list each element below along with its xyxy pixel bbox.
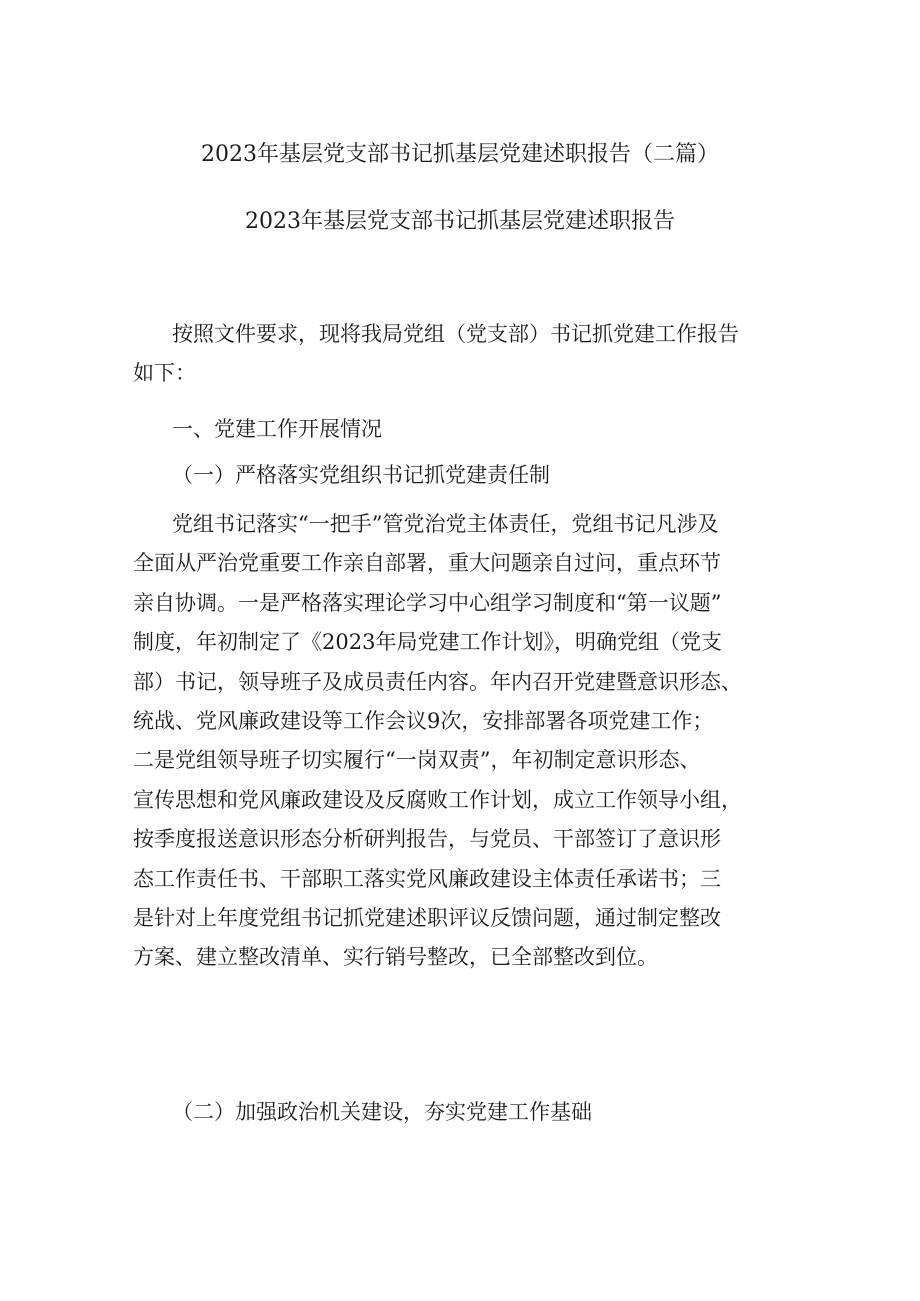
intro-paragraph — [133, 315, 793, 394]
paragraph-line: 全面从严治党重要工作亲自部署，重大问题亲自过问，重点环节 — [133, 551, 721, 576]
paragraph-line: 态工作责任书、干部职工落实党风廉政建设主体责任承诺书；三 — [133, 866, 721, 891]
paragraph-line: 宣传思想和党风廉政建设及反腐败工作计划，成立工作领导小组， — [133, 787, 742, 812]
paragraph-line: 方案、建立整改清单、实行销号整改，已全部整改到位。 — [133, 945, 658, 970]
paragraph-line: 亲自协调。一是严格落实理论学习中心组学习制度和“第一议题” — [133, 590, 722, 615]
document-subtitle: 2023年基层党支部书记抓基层党建述职报告 — [245, 209, 675, 234]
intro-line: 按照文件要求，现将我局党组（党支部）书记抓党建工作报告 — [172, 322, 739, 346]
section-heading-1: 一、党建工作开展情况 — [172, 417, 382, 441]
subsection-heading-1: （一）严格落实党组织书记抓党建责任制 — [172, 463, 550, 487]
paragraph-line: 二是党组领导班子切实履行“一岗双责”，年初制定意识形态、 — [133, 748, 701, 773]
paragraph-line: 统战、党风廉政建设等工作会议9次，安排部署各项党建工作； — [133, 708, 714, 733]
paragraph-line: 党组书记落实“一把手”管党治党主体责任，党组书记凡涉及 — [172, 512, 719, 536]
subsection-1-paragraph — [133, 505, 793, 978]
paragraph-line: 按季度报送意识形态分析研判报告，与党员、干部签订了意识形 — [133, 827, 721, 852]
subsection-heading-2: （二）加强政治机关建设，夯实党建工作基础 — [172, 1100, 592, 1124]
intro-line: 如下： — [133, 361, 196, 386]
paragraph-line: 制度，年初制定了《2023年局党建工作计划》，明确党组（党支 — [133, 630, 722, 655]
document-title: 2023年基层党支部书记抓基层党建述职报告（二篇） — [201, 142, 719, 167]
paragraph-line: 部）书记，领导班子及成员责任内容。年内召开党建暨意识形态、 — [133, 669, 742, 694]
paragraph-line: 是针对上年度党组书记抓党建述职评议反馈问题，通过制定整改 — [133, 905, 721, 930]
